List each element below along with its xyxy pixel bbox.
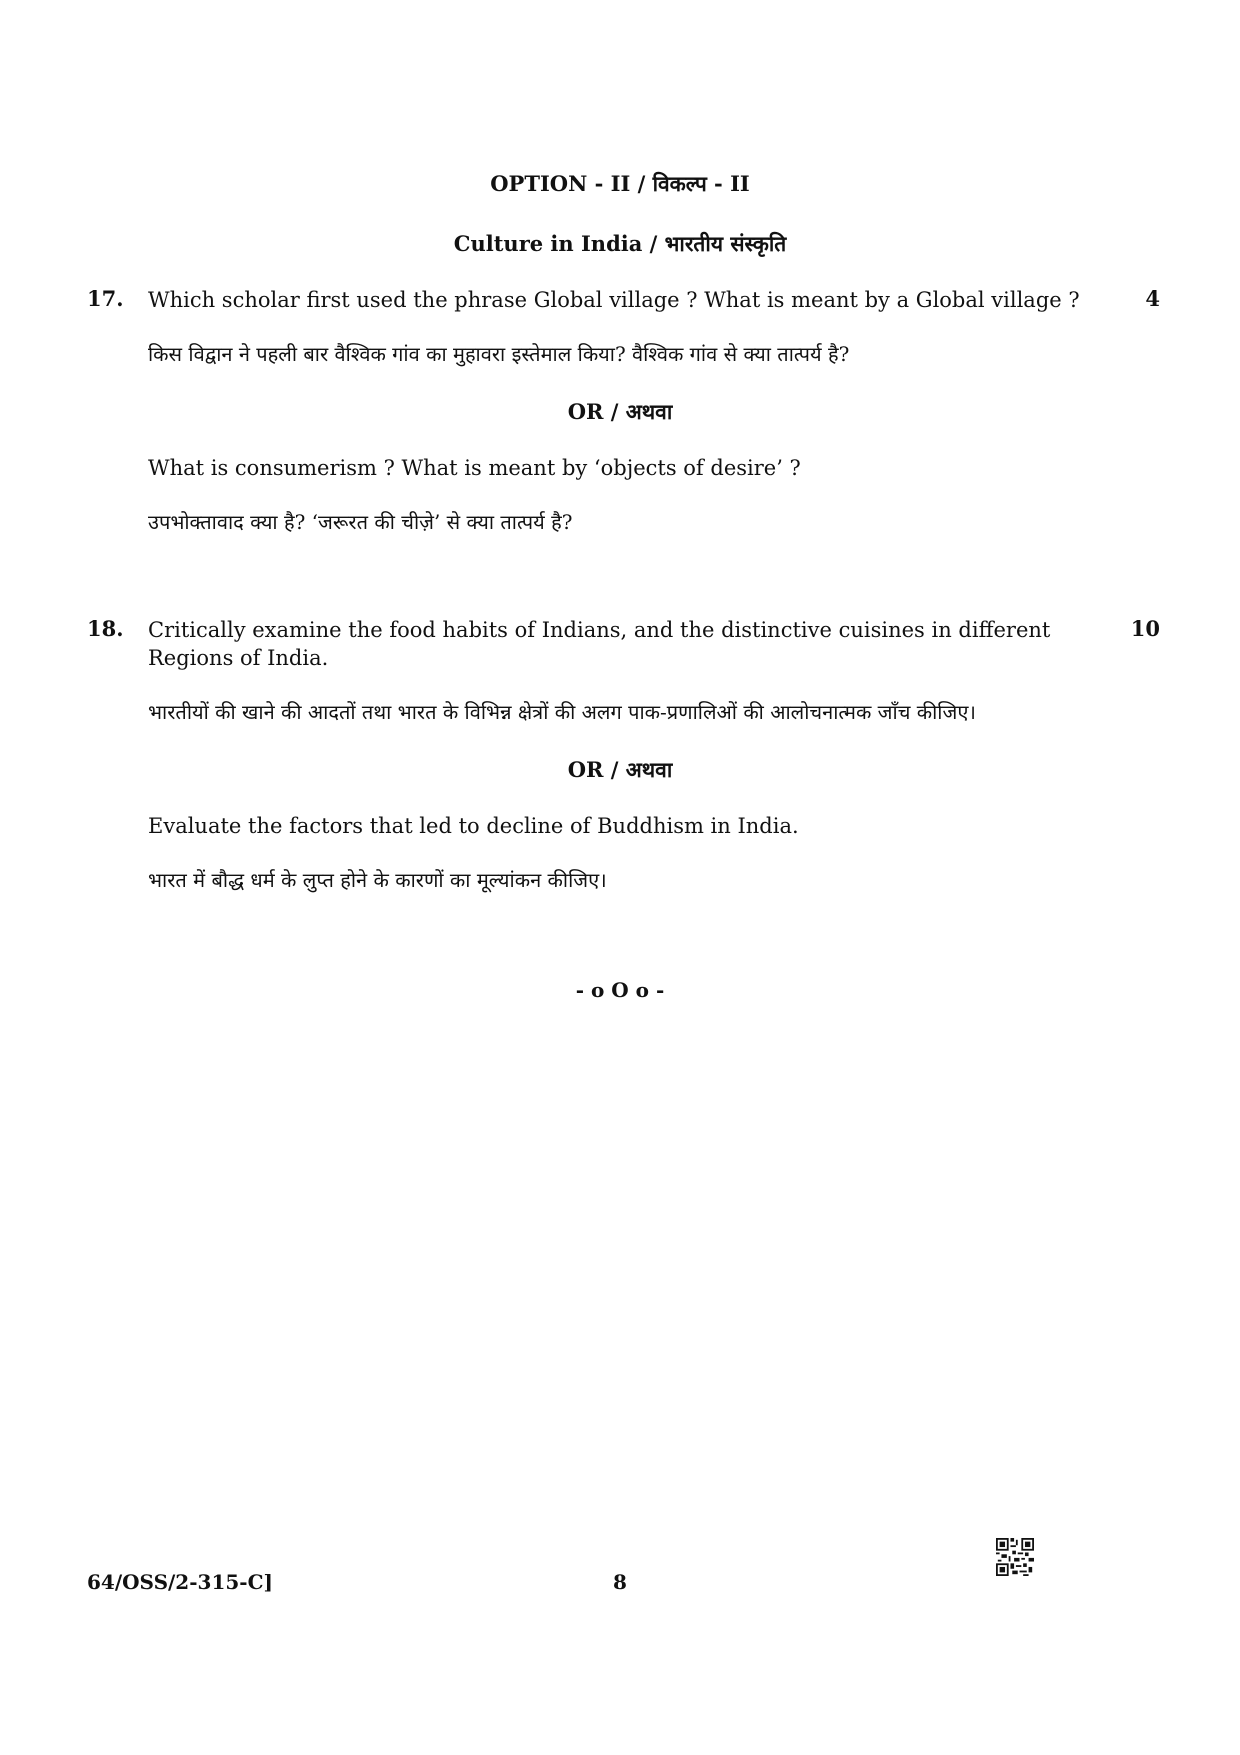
question-18-or-label: OR / अथवा [567,757,673,782]
question-18-text-en: Critically examine the food habits of Indians, and the distinctive cuisines in different Regions of India. [148,618,1051,670]
question-18-marks: 10 [1130,616,1160,641]
question-18-alt-hi: भारत में बौद्ध धर्म के लुप्त होने के कारणों का मूल्यांकन कीजिए। [148,868,607,892]
qr-code-icon [996,1538,1034,1576]
question-17-or-label: OR / अथवा [567,399,673,424]
end-mark: - o O o - [575,978,665,1002]
paper-code: 64/OSS/2-315-C] [87,1570,273,1594]
question-18-text-hi: भारतीयों की खाने की आदतों तथा भारत के विभिन्न क्षेत्रों की अलग पाक-प्रणालिओं की आलोचनात्मक जाँच कीजिए। [148,700,976,724]
question-17-text-hi: किस विद्वान ने पहली बार वैश्विक गांव का मुहावरा इस्तेमाल किया? वैश्विक गांव से क्या तात्पर्य है? [148,342,850,366]
section-heading: Culture in India / भारतीय संस्कृति [453,231,787,256]
question-17-text-en: Which scholar first used the phrase Global village ? What is meant by a Global village ? [148,288,1080,312]
question-17-alt-hi: उपभोक्तावाद क्या है? ‘जरूरत की चीज़े’ से क्या तात्पर्य है? [148,510,573,534]
question-17-alt-en: What is consumerism ? What is meant by ‘objects of desire’ ? [148,456,801,480]
page-number: 8 [613,1570,627,1594]
option-heading: OPTION - II / विकल्प - II [490,171,750,196]
question-18-number: 18. [87,616,124,641]
question-17-marks: 4 [1145,286,1160,311]
question-17-number: 17. [87,286,124,311]
question-18-alt-en: Evaluate the factors that led to decline of Buddhism in India. [148,814,799,838]
